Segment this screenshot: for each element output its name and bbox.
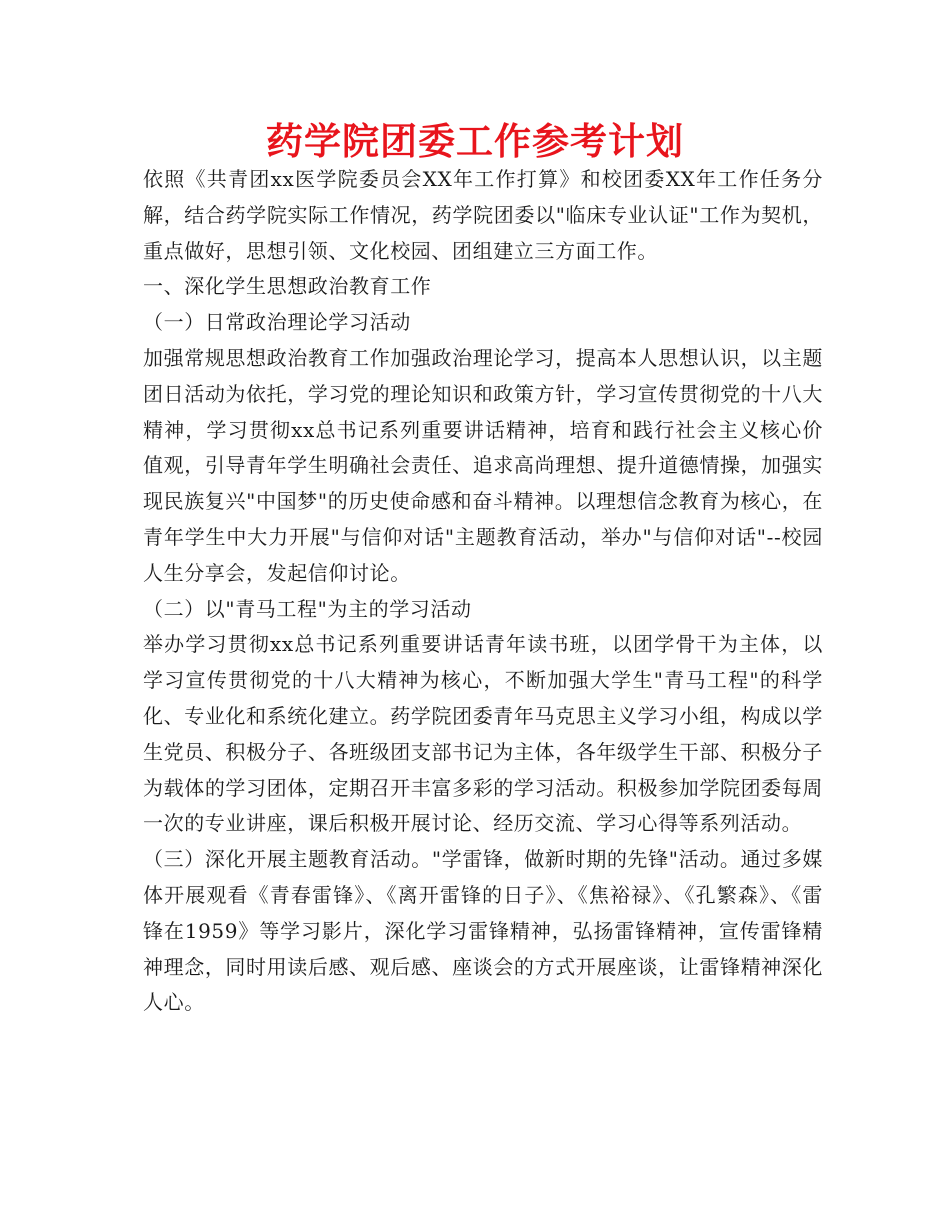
body-paragraph: 加强常规思想政治教育工作加强政治理论学习，提高本人思想认识，以主题团日活动为依托，学习党的理论知识和政策方针，学习宣传贯彻党的十八大精神，学习贯彻xx总书记系列重要讲话精神，培育和践行社会主义核心价值观，引导青年学生明确社会责任、追求高尚理想、提升道德情操，加强实现民族复兴"中国梦"的历史使命感和奋斗精神。以理想信念教育为核心，在青年学生中大力开展"与信仰对话"主题教育活动，举办"与信仰对话"--校园人生分享会，发起信仰讨论。 (143, 345, 823, 585)
section-heading: 一、深化学生思想政治教育工作 (143, 274, 432, 299)
subsection-heading: （一）日常政治理论学习活动 (143, 310, 411, 335)
subsection-heading: （二）以"青马工程"为主的学习活动 (143, 596, 472, 621)
body-paragraph: 举办学习贯彻xx总书记系列重要讲话青年读书班，以团学骨干为主体，以学习宣传贯彻党的十八大精神为核心，不断加强大学生"青马工程"的科学化、专业化和系统化建立。药学院团委青年马克思主义学习小组，构成以学生党员、积极分子、各班级团支部书记为主体，各年级学生干部、积极分子为载体的学习团体，定期召开丰富多彩的学习活动。积极参加学院团委每周一次的专业讲座，课后积极开展讨论、经历交流、学习心得等系列活动。 (143, 632, 823, 836)
document-title: 药学院团委工作参考计划 (266, 120, 684, 163)
intro-paragraph: 依照《共青团xx医学院委员会XX年工作打算》和校团委XX年工作任务分解，结合药学院实际工作情况，药学院团委以"临床专业认证"工作为契机，重点做好，思想引领、文化校园、团组建立三方面工作。 (143, 167, 823, 263)
body-paragraph: （三）深化开展主题教育活动。"学雷锋，做新时期的先锋"活动。通过多媒体开展观看《青春雷锋》、《离开雷锋的日子》、《焦裕禄》、《孔繁森》、《雷锋在1959》等学习影片，深化学习雷锋精神，弘扬雷锋精神，宣传雷锋精神理念，同时用读后感、观后感、座谈会的方式开展座谈，让雷锋精神深化人心。 (143, 847, 823, 1015)
document-body (143, 162, 823, 1021)
